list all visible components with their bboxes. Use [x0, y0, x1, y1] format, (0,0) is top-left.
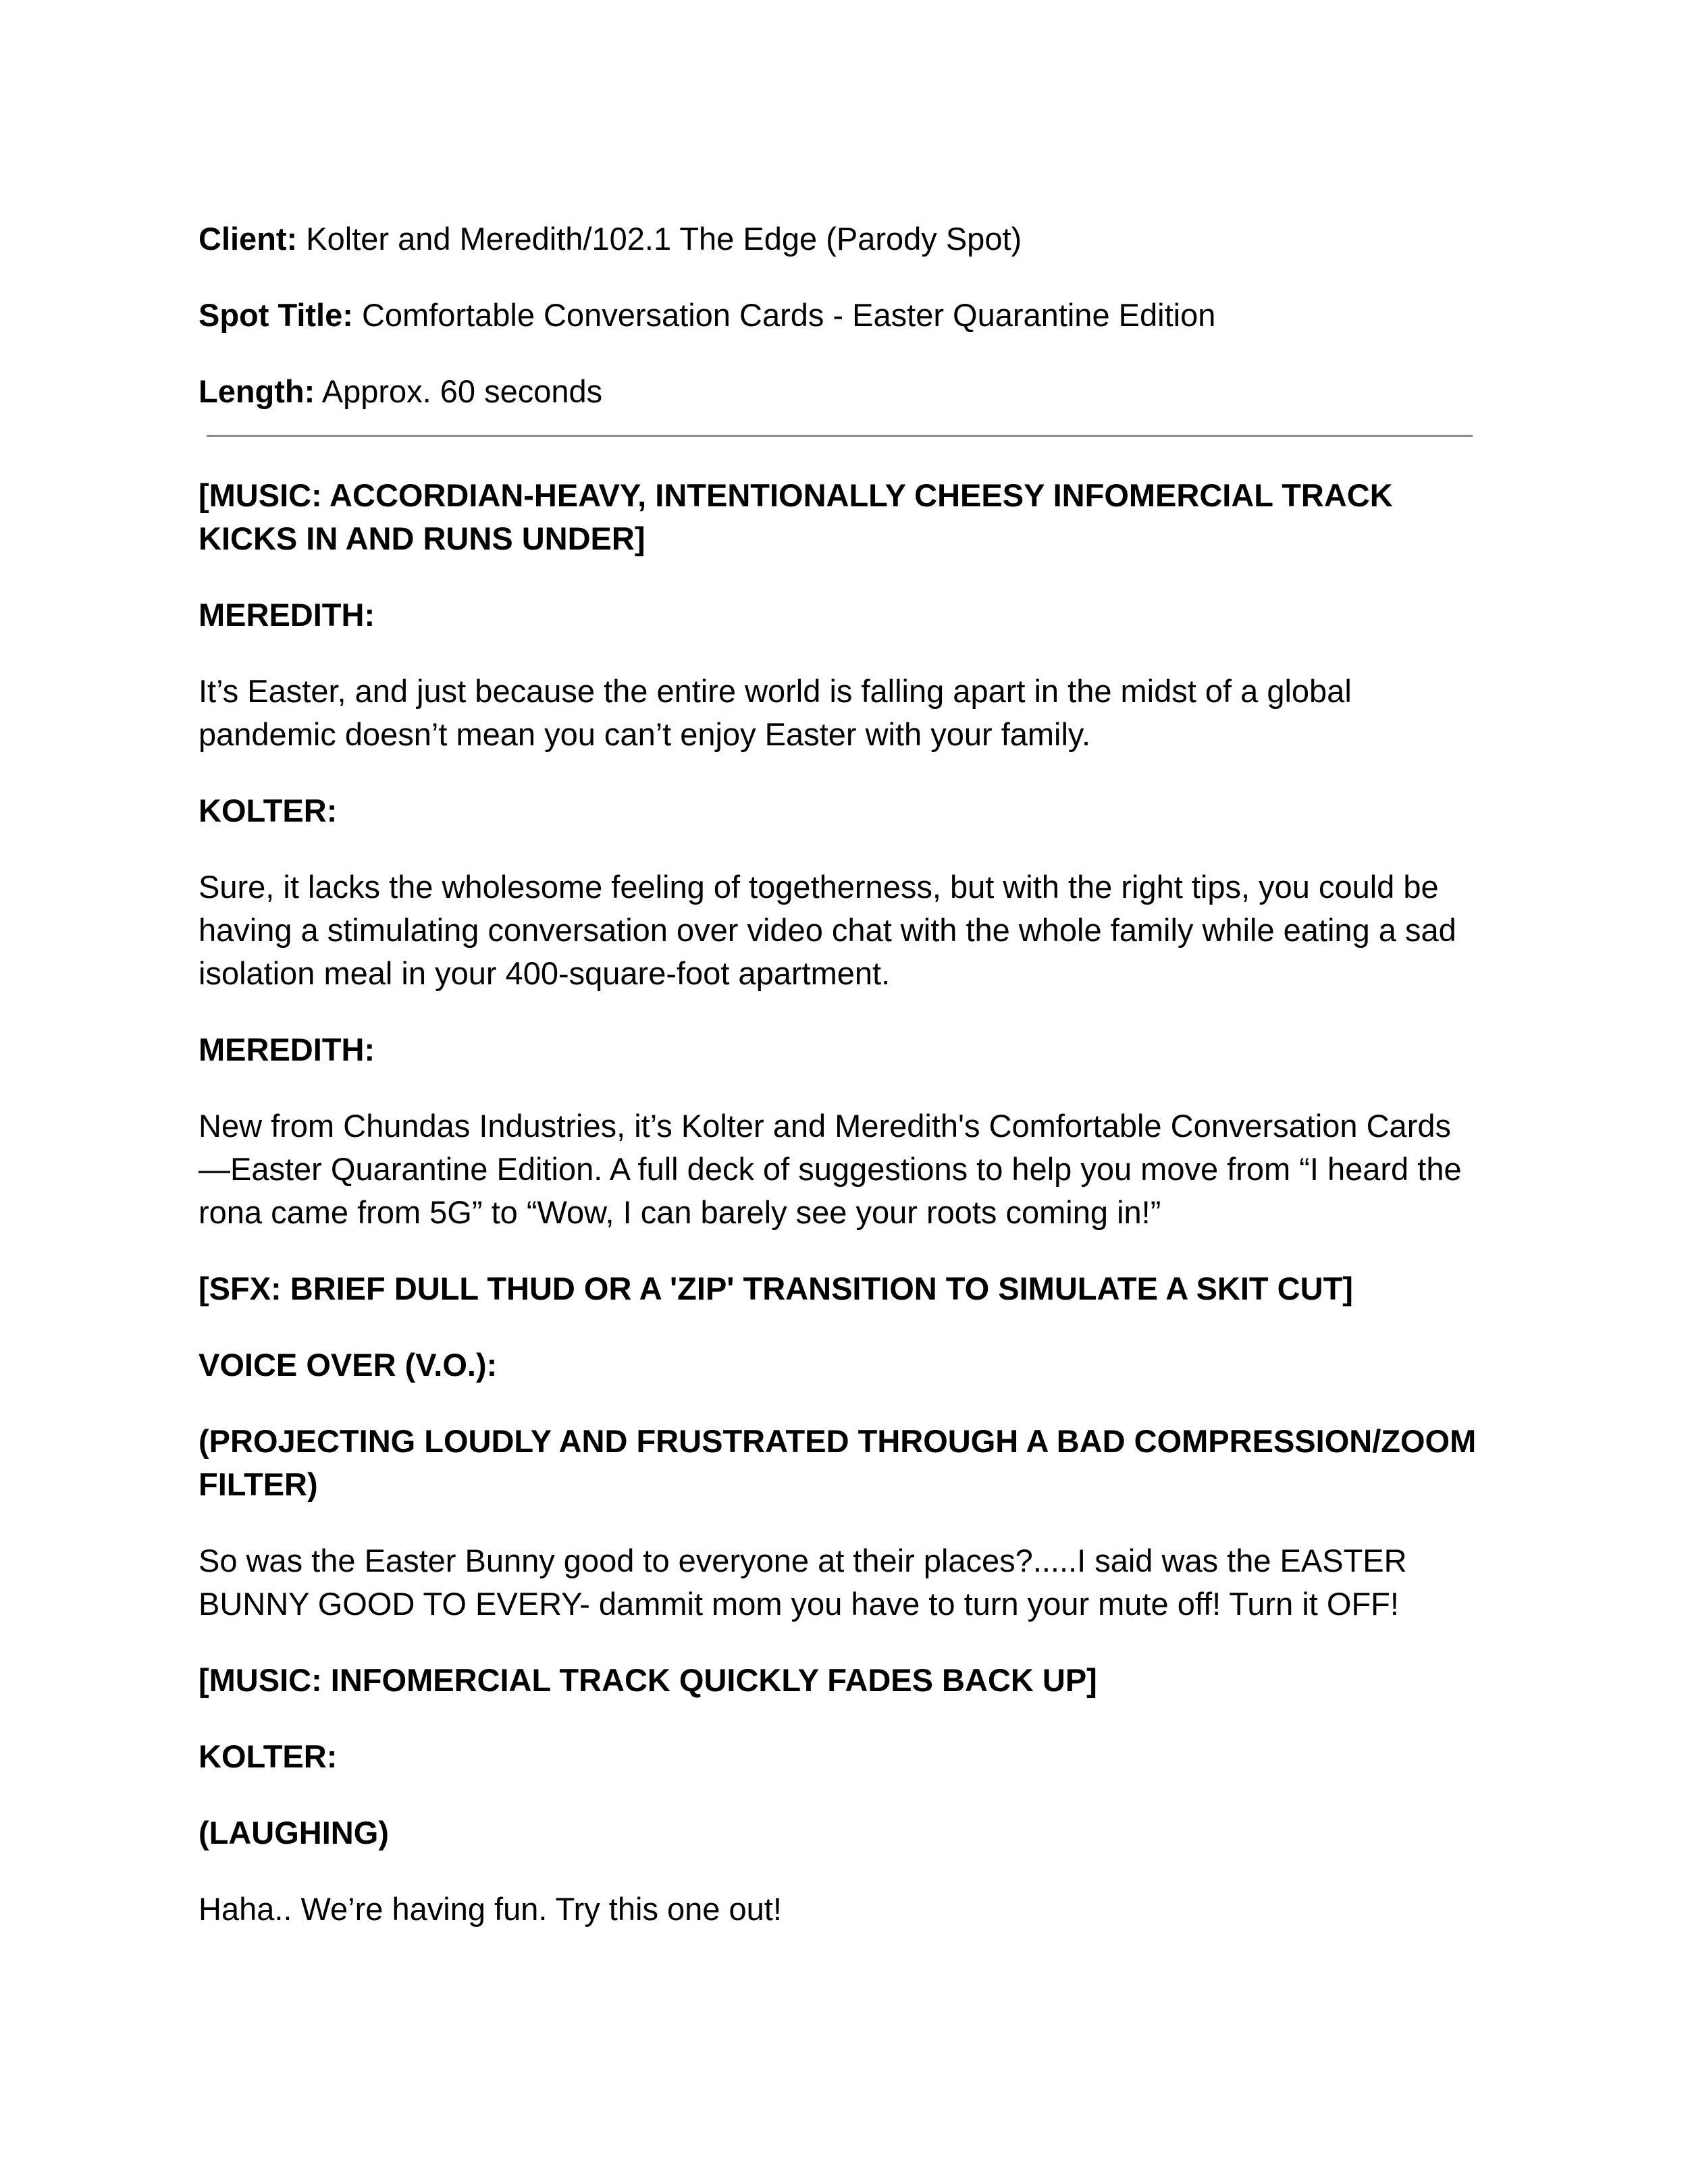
- music-cue-intro: [MUSIC: ACCORDIAN-HEAVY, INTENTIONALLY CHEESY INFOMERCIAL TRACK KICKS IN AND RUNS UNDER]: [199, 477, 1393, 556]
- stage-direction: (PROJECTING LOUDLY AND FRUSTRATED THROUGH A BAD COMPRESSION/ZOOM FILTER): [199, 1423, 1477, 1502]
- dialogue-line: Sure, it lacks the wholesome feeling of togetherness, but with the right tips, you could be having a stimulating conversation over video chat with the whole family while eating a sad isolation meal in your 400-square-foot apartment.: [199, 869, 1456, 991]
- stage-direction: (LAUGHING): [199, 1815, 389, 1850]
- length-line: [199, 370, 1481, 413]
- speaker-meredith: MEREDITH:: [199, 597, 375, 633]
- spot-title-label: Spot Title:: [199, 297, 353, 333]
- script-content: [199, 217, 1481, 1964]
- horizontal-divider: [207, 435, 1473, 437]
- length-value: Approx. 60 seconds: [315, 373, 603, 409]
- client-value: Kolter and Meredith/102.1 The Edge (Parody Spot): [297, 221, 1022, 257]
- speaker-voice-over: VOICE OVER (V.O.):: [199, 1347, 498, 1383]
- dialogue-line: So was the Easter Bunny good to everyone at their places?.....I said was the EASTER BUNNY GOOD TO EVERY- dammit mom you have to turn your mute off! Turn it OFF!: [199, 1543, 1407, 1622]
- speaker-kolter: KOLTER:: [199, 1738, 338, 1774]
- speaker-meredith: MEREDITH:: [199, 1032, 375, 1067]
- dialogue-line: It’s Easter, and just because the entire world is falling apart in the midst of a global pandemic doesn’t mean you can’t enjoy Easter with your family.: [199, 673, 1352, 752]
- music-cue-fade-up: [MUSIC: INFOMERCIAL TRACK QUICKLY FADES BACK UP]: [199, 1662, 1097, 1698]
- client-line: [199, 217, 1481, 261]
- sfx-cue: [SFX: BRIEF DULL THUD OR A 'ZIP' TRANSITION TO SIMULATE A SKIT CUT]: [199, 1271, 1353, 1306]
- spot-title-value: Comfortable Conversation Cards - Easter Quarantine Edition: [352, 297, 1216, 333]
- dialogue-line: Haha.. We’re having fun. Try this one out!: [199, 1891, 782, 1927]
- speaker-kolter: KOLTER:: [199, 793, 338, 828]
- length-label: Length:: [199, 373, 315, 409]
- spot-title-line: [199, 294, 1481, 337]
- dialogue-line: New from Chundas Industries, it’s Kolter and Meredith's Comfortable Conversation Cards—Easter Quarantine Edition. A full deck of suggestions to help you move from “I heard the rona came from 5G” to “Wow, I can barely see your roots coming in!”: [199, 1108, 1462, 1230]
- client-label: Client:: [199, 221, 298, 257]
